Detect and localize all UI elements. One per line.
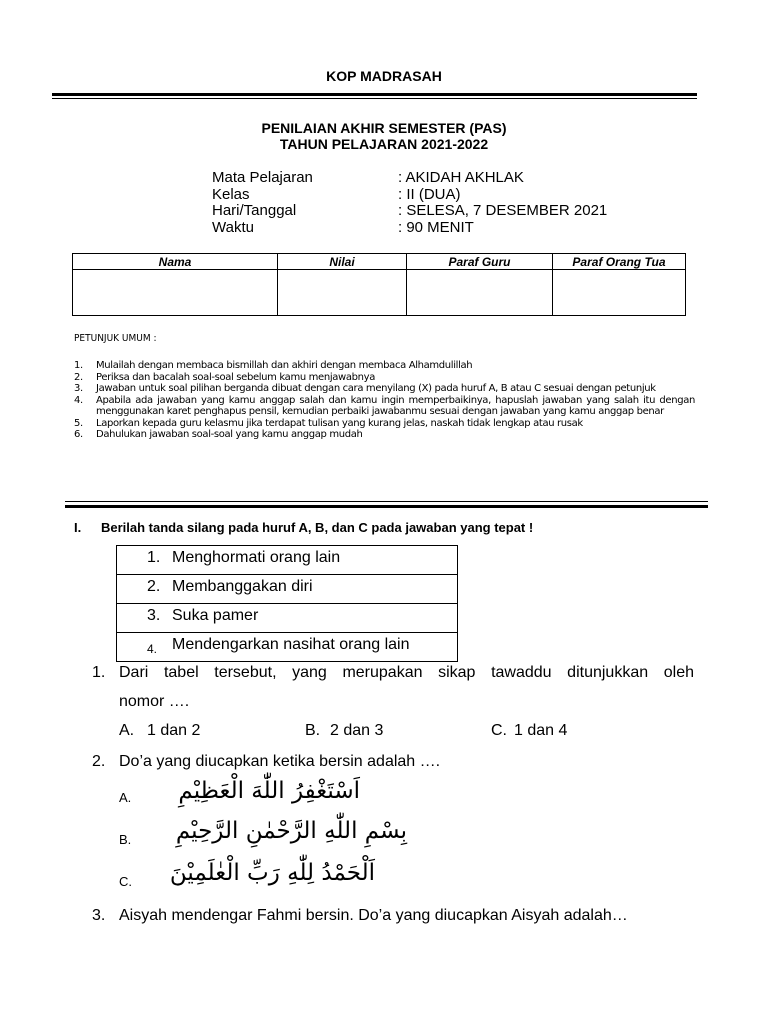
header-paraf-orang-tua: Paraf Orang Tua	[553, 254, 686, 270]
option-table	[116, 545, 458, 662]
q1-option-c[interactable]: 1 dan 4	[514, 722, 568, 739]
list-item: 4. Apabila ada jawaban yang kamu anggap salah dan kamu ingin memperbaikinya, hapuslah jawaban yang salah itu dengan menggunakan karet penghapus pensil, kemudian perbaiki jawabanmu sesuai dengan jawaban yang kamu anggap benar	[74, 394, 695, 417]
header-divider-thin	[52, 98, 697, 99]
q3-text: Aisyah mendengar Fahmi bersin. Do’a yang diucapkan Aisyah adalah…	[119, 907, 628, 924]
section-divider-thin	[65, 501, 708, 502]
q1-option-a-letter[interactable]: A.	[119, 722, 135, 739]
q3-number: 3.	[92, 907, 106, 924]
signature-table	[72, 253, 686, 316]
q1-text-line2: nomor ….	[119, 693, 190, 710]
q1-option-a[interactable]: 1 dan 2	[147, 722, 201, 739]
list-item: 5. Laporkan kepada guru kelasmu jika terdapat tulisan yang kurang jelas, naskah tidak lengkap atau rusak	[74, 417, 583, 429]
q2-option-a-arabic[interactable]: اَسْتَغْفِرُ اللّٰهَ الْعَظِيْمِ	[178, 778, 360, 804]
info-value-time: : 90 MENIT	[398, 219, 474, 236]
cell-paraf-orang-tua[interactable]	[553, 270, 686, 316]
header-nama: Nama	[73, 254, 278, 270]
exam-title: PENILAIAN AKHIR SEMESTER (PAS)	[261, 120, 507, 136]
section-number: I.	[74, 520, 82, 535]
cell-nama[interactable]	[73, 270, 278, 316]
header-paraf-guru: Paraf Guru	[407, 254, 553, 270]
cell-paraf-guru[interactable]	[407, 270, 553, 316]
q2-option-a-letter[interactable]: A.	[119, 790, 132, 805]
kop-madrasah: KOP MADRASAH	[326, 68, 442, 84]
q2-option-b-arabic[interactable]: بِسْمِ اللّٰهِ الرَّحْمٰنِ الرَّحِيْمِ	[175, 818, 407, 844]
q2-option-c-arabic[interactable]: اَلْحَمْدُ لِلّٰهِ رَبِّ الْعٰلَمِيْنَ	[169, 860, 375, 886]
q1-text-line1: Dari tabel tersebut, yang merupakan sikap tawaddu ditunjukkan oleh	[119, 664, 694, 681]
petunjuk-title: PETUNJUK UMUM :	[74, 333, 157, 344]
cell-nilai[interactable]	[278, 270, 407, 316]
list-item: 3. Jawaban untuk soal pilihan berganda dibuat dengan cara menyilang (X) pada huruf A, B atau C sesuai dengan petunjuk	[74, 383, 656, 394]
info-label-class: Kelas	[212, 186, 250, 203]
header-divider-thick	[52, 93, 697, 96]
info-label-date: Hari/Tanggal	[212, 202, 297, 219]
q2-text: Do’a yang diucapkan ketika bersin adalah ….	[119, 753, 441, 770]
q1-option-b-letter[interactable]: B.	[305, 722, 321, 739]
q1-option-b[interactable]: 2 dan 3	[330, 722, 384, 739]
q1-number: 1.	[92, 664, 106, 681]
q2-option-c-letter[interactable]: C.	[119, 874, 132, 889]
list-item: 6. Dahulukan jawaban soal-soal yang kamu anggap mudah	[74, 429, 363, 440]
q2-option-b-letter[interactable]: B.	[119, 832, 132, 847]
info-value-subject: : AKIDAH AKHLAK	[398, 169, 524, 186]
table-row: 4. Mendengarkan nasihat orang lain	[117, 633, 458, 662]
table-row: 2. Membanggakan diri	[117, 575, 458, 604]
exam-year: TAHUN PELAJARAN 2021-2022	[279, 136, 489, 152]
q1-option-c-letter[interactable]: C.	[491, 722, 507, 739]
table-row: 1. Menghormati orang lain	[117, 546, 458, 575]
table-row: 3. Suka pamer	[117, 604, 458, 633]
info-label-time: Waktu	[212, 219, 254, 236]
section-instruction: Berilah tanda silang pada huruf A, B, dan C pada jawaban yang tepat !	[101, 520, 534, 535]
section-divider-thick	[65, 505, 708, 508]
petunjuk-list	[74, 360, 695, 441]
info-value-date: : SELESA, 7 DESEMBER 2021	[398, 202, 608, 219]
header-nilai: Nilai	[278, 254, 407, 270]
info-label-subject: Mata Pelajaran	[212, 169, 313, 186]
list-item: 2. Periksa dan bacalah soal-soal sebelum kamu menjawabnya	[74, 371, 375, 383]
info-value-class: : II (DUA)	[398, 186, 461, 203]
q2-number: 2.	[92, 753, 106, 770]
list-item: 1. Mulailah dengan membaca bismillah dan akhiri dengan membaca Alhamdulillah	[74, 360, 473, 371]
